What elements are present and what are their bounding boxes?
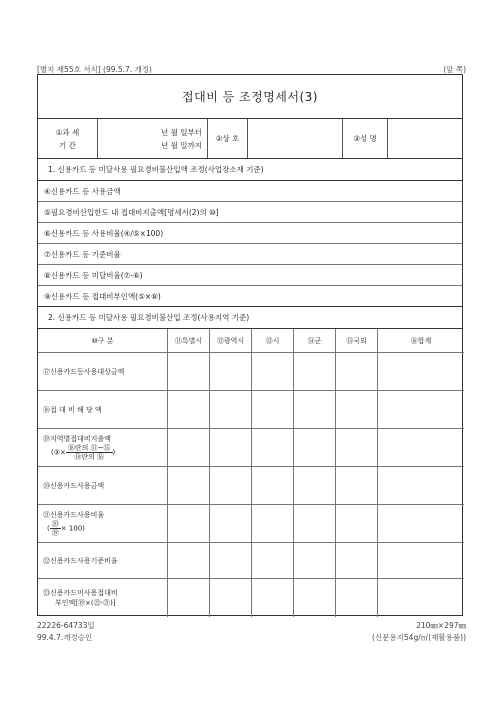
- cell-row18-total[interactable]: [378, 391, 464, 429]
- section1-row-4[interactable]: ④신용카드 등 사용금액: [38, 181, 462, 202]
- col-header-total: ⑯합계: [378, 329, 464, 353]
- tax-period-label-line1: ①과 세: [55, 127, 80, 137]
- company-label: ②상 호: [208, 119, 248, 158]
- cell-row22-county[interactable]: [294, 543, 336, 579]
- section1-row-9[interactable]: ⑨신용카드 등 접대비부인액(⑤×⑧): [38, 286, 462, 307]
- row-21-formula: [43, 520, 104, 537]
- section1-row-7[interactable]: ⑦신용카드 등 기준비율: [38, 244, 462, 265]
- cell-row17-city[interactable]: [252, 353, 294, 391]
- row-19-formula: [43, 444, 115, 461]
- cell-row21-city[interactable]: [252, 505, 294, 543]
- section1-heading: 1. 신용카드 등 미달사용 필요경비불산입액 조정(사업장소재 기준): [38, 159, 462, 181]
- cell-row20-county[interactable]: [294, 467, 336, 505]
- col-header-special-city: ⑪특별시: [168, 329, 210, 353]
- section2-table: [38, 329, 462, 617]
- cell-row19-overseas[interactable]: [336, 429, 378, 467]
- cell-row22-city[interactable]: [252, 543, 294, 579]
- cell-row18-special-city[interactable]: [168, 391, 210, 429]
- cell-row19-metro-city[interactable]: [210, 429, 252, 467]
- row-label-23: [38, 579, 168, 617]
- section1-row-5[interactable]: ⑤필요경비산입한도 내 접대비지출액[명세서(2)의 ⑩]: [38, 202, 462, 223]
- cell-row18-city[interactable]: [252, 391, 294, 429]
- form-code: 22226-64733일: [37, 621, 95, 630]
- row-19-formula-post: ): [112, 448, 116, 457]
- row-19-numerator: ⑱란의 ⑪~⑮: [67, 444, 111, 452]
- cell-row23-total[interactable]: [378, 579, 464, 617]
- row-label-23-text: ㉓신용카드미사용접대비: [43, 589, 118, 597]
- form-title: 접대비 등 조정명세서(3): [38, 75, 462, 119]
- row-label-17-text: ⑰신용카드등사용대상금액: [43, 367, 125, 376]
- cell-row20-special-city[interactable]: [168, 467, 210, 505]
- row-label-22-text: ㉒신용카드사용기준비율: [43, 556, 118, 565]
- cell-row19-county[interactable]: [294, 429, 336, 467]
- cell-row22-special-city[interactable]: [168, 543, 210, 579]
- row-label-18-text: ⑱접 대 비 해 당 액: [43, 405, 102, 414]
- paper-size: 210㎜×297㎜: [416, 621, 466, 630]
- identification-row: [38, 119, 462, 159]
- page-side-label: (앞 쪽): [443, 65, 466, 74]
- tax-period-field[interactable]: [98, 119, 208, 158]
- cell-row21-county[interactable]: [294, 505, 336, 543]
- approval-date: 99.4.7.개정승인: [37, 633, 93, 642]
- cell-row17-special-city[interactable]: [168, 353, 210, 391]
- cell-row21-special-city[interactable]: [168, 505, 210, 543]
- row-21-formula-pre: (: [47, 524, 50, 533]
- adjustment-form: [37, 74, 463, 616]
- row-label-19: [38, 429, 168, 467]
- cell-row23-metro-city[interactable]: [210, 579, 252, 617]
- row-label-23-line2: 부인액[⑲×(㉒-㉑)]: [55, 599, 116, 607]
- form-number: [별지 제55호 서식] (99.5.7. 개정): [37, 65, 152, 74]
- cell-row17-metro-city[interactable]: [210, 353, 252, 391]
- cell-row19-city[interactable]: [252, 429, 294, 467]
- cell-row18-county[interactable]: [294, 391, 336, 429]
- col-header-overseas: ⑮국외: [336, 329, 378, 353]
- cell-row22-total[interactable]: [378, 543, 464, 579]
- cell-row20-city[interactable]: [252, 467, 294, 505]
- cell-row22-metro-city[interactable]: [210, 543, 252, 579]
- tax-period-label-line2: 기 간: [59, 140, 76, 150]
- cell-row20-overseas[interactable]: [336, 467, 378, 505]
- cell-row20-metro-city[interactable]: [210, 467, 252, 505]
- cell-row17-county[interactable]: [294, 353, 336, 391]
- row-label-20: [38, 467, 168, 505]
- cell-row19-total[interactable]: [378, 429, 464, 467]
- tax-period-label: [38, 119, 98, 158]
- cell-row19-special-city[interactable]: [168, 429, 210, 467]
- section2-heading: 2. 신용카드 등 미달사용 필요경비불산입 조정(사용지역 기준): [38, 307, 462, 329]
- col-header-county: ⑭군: [294, 329, 336, 353]
- cell-row22-overseas[interactable]: [336, 543, 378, 579]
- row-label-21-text: ㉑신용카드사용비율: [43, 511, 105, 519]
- row-19-denominator: ⑱란의 ⑯: [74, 453, 105, 461]
- cell-row17-overseas[interactable]: [336, 353, 378, 391]
- cell-row17-total[interactable]: [378, 353, 464, 391]
- cell-row20-total[interactable]: [378, 467, 464, 505]
- col-header-metro-city: ⑫광역시: [210, 329, 252, 353]
- row-label-20-text: ⑳신용카드사용금액: [43, 481, 105, 490]
- row-label-19-text: ⑲지역별접대비지출액: [43, 435, 111, 443]
- name-label: ③성 명: [343, 119, 388, 158]
- cell-row23-city[interactable]: [252, 579, 294, 617]
- cell-row21-total[interactable]: [378, 505, 464, 543]
- section1-row-8[interactable]: ⑧신용카드 등 미달비율(⑦-⑥): [38, 265, 462, 286]
- row-21-fraction: [50, 520, 61, 537]
- row-21-denominator: ⑲: [51, 529, 59, 537]
- company-field[interactable]: [248, 119, 343, 158]
- row-21-formula-post: × 100): [60, 524, 85, 533]
- row-label-21: [38, 505, 168, 543]
- cell-row23-county[interactable]: [294, 579, 336, 617]
- section1-row-6[interactable]: ⑥신용카드 등 사용비율(④/⑤×100): [38, 223, 462, 244]
- cell-row21-metro-city[interactable]: [210, 505, 252, 543]
- row-label-17: [38, 353, 168, 391]
- cell-row23-special-city[interactable]: [168, 579, 210, 617]
- row-label-22: [38, 543, 168, 579]
- period-from-text: 년 월 일부터: [161, 127, 202, 137]
- row-21-numerator: ⑳: [51, 520, 59, 528]
- col-header-city: ⑬시: [252, 329, 294, 353]
- cell-row23-overseas[interactable]: [336, 579, 378, 617]
- cell-row18-overseas[interactable]: [336, 391, 378, 429]
- cell-row18-metro-city[interactable]: [210, 391, 252, 429]
- col-header-category: ⑩구 분: [38, 329, 168, 353]
- row-label-18: [38, 391, 168, 429]
- period-to-text: 년 월 일까지: [161, 140, 202, 150]
- paper-type: (신문용지54g/㎡(재활용품)): [372, 633, 466, 642]
- row-19-formula-pre: (⑨×: [51, 448, 66, 457]
- row-19-fraction: [66, 444, 113, 461]
- cell-row21-overseas[interactable]: [336, 505, 378, 543]
- name-field[interactable]: [388, 119, 464, 158]
